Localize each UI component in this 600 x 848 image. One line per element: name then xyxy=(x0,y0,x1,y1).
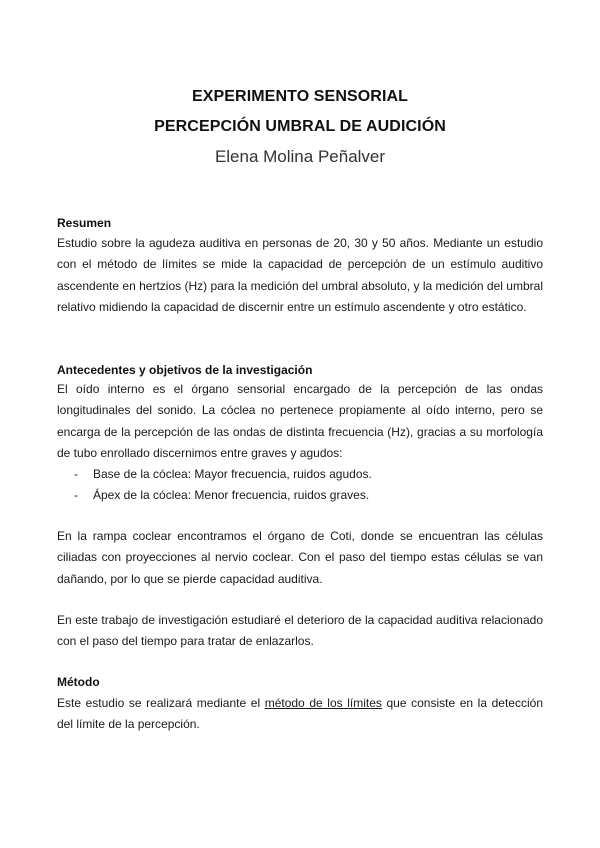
list-dash: - xyxy=(74,467,78,481)
metodo-text xyxy=(57,693,543,736)
metodo-heading: Método xyxy=(57,675,100,689)
antecedentes-paragraph-2: En la rampa coclear encontramos el órgano de Coti, donde se encuentran las células ciliadas con proyecciones al nervio coclear. Con el paso del tiempo estas células se van dañando, por lo que se pierde capacidad auditiva. xyxy=(57,529,543,586)
metodo-text-before: Este estudio se realizará mediante el xyxy=(57,696,265,710)
list-item xyxy=(57,464,543,485)
antecedentes-heading: Antecedentes y objetivos de la investigación xyxy=(57,363,313,377)
cochlea-bullet-list xyxy=(57,464,543,507)
list-dash: - xyxy=(74,488,78,503)
antecedentes-paragraph-3: En este trabajo de investigación estudiaré el deterioro de la capacidad auditiva relacionado con el paso del tiempo para tratar de enlazarlos. xyxy=(57,613,543,649)
author-name: Elena Molina Peñalver xyxy=(214,147,386,166)
antecedentes-paragraph-1: El oído interno es el órgano sensorial encargado de la percepción de las ondas longitudinales del sonido. La cóclea no pertenece propiamente al oído interno, pero se encarga de la percepción de las ondas de distinta frecuencia (Hz), gracias a su morfología de tubo enrollado discernimos entre graves y agudos: xyxy=(57,382,543,460)
metodo-text-after: que consiste en la detección del límite de la percepción. xyxy=(57,696,543,732)
resumen-text: Estudio sobre la agudeza auditiva en personas de 20, 30 y 50 años. Mediante un estudio con el método de límites se mide la capacidad de percepción de un estímulo auditivo ascendente en hertzios (Hz) para la medición del umbral absoluto, y la medición del umbral relativo midiendo la capacidad de discernir entre un estímulo ascendente y otro estático. xyxy=(57,236,543,314)
list-item-text: Base de la cóclea: Mayor frecuencia, ruidos agudos. xyxy=(93,467,372,481)
document-subtitle: PERCEPCIÓN UMBRAL DE AUDICIÓN xyxy=(154,118,446,135)
metodo-limites-link[interactable]: método de los límites xyxy=(264,696,382,710)
document-title: EXPERIMENTO SENSORIAL xyxy=(191,88,409,105)
list-item xyxy=(57,485,543,506)
list-item-text: Ápex de la cóclea: Menor frecuencia, ruidos graves. xyxy=(93,488,370,503)
resumen-heading: Resumen xyxy=(57,216,112,230)
